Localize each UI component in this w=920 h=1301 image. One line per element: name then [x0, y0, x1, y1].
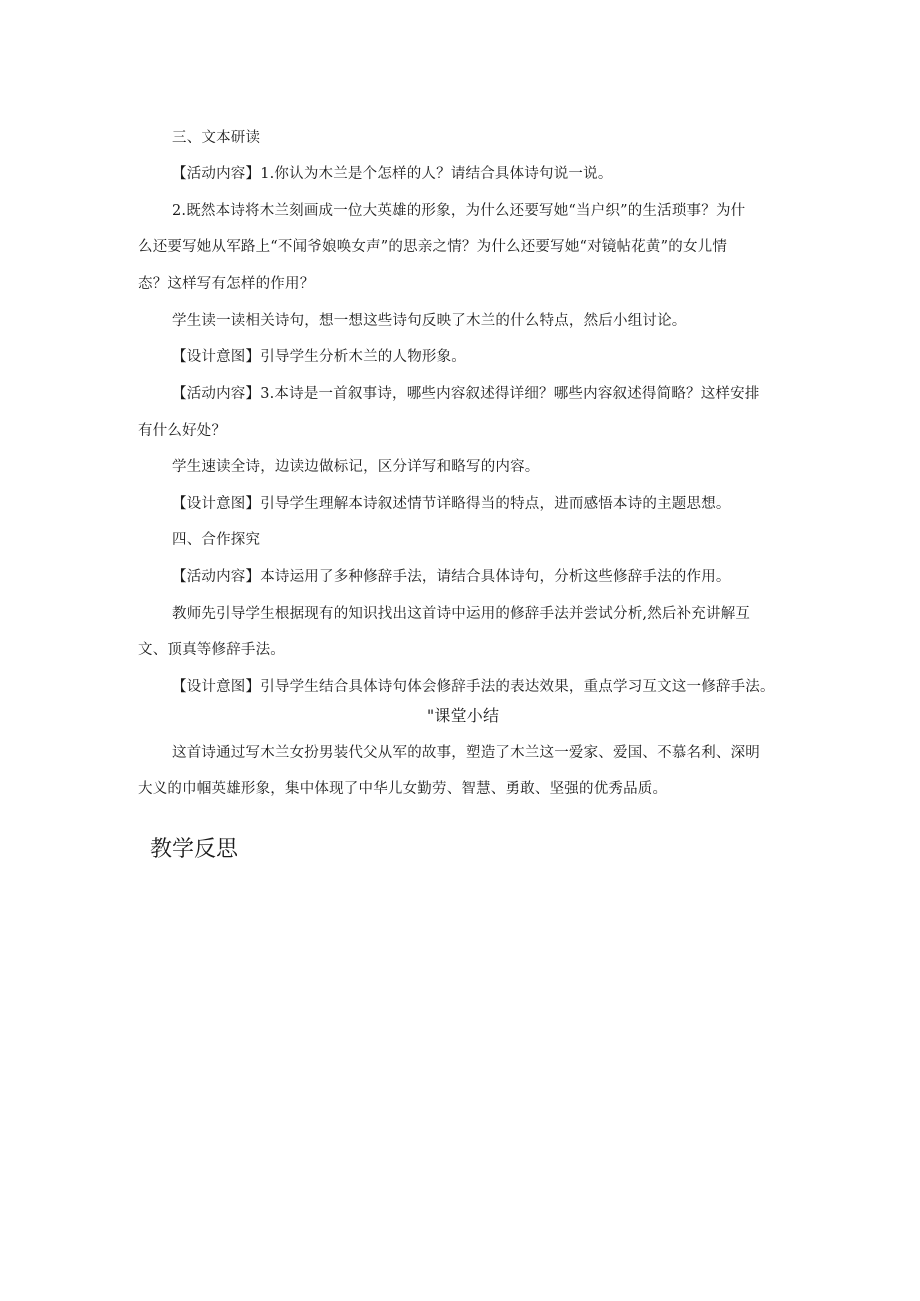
- activity-content-3-line-1: 【活动内容】3.本诗是一首叙事诗，哪些内容叙述得详细？哪些内容叙述得简略？这样安排: [172, 386, 760, 402]
- activity-question-2-line-2: 么还要写她从军路上“不闻爷娘唤女声”的思亲之情？为什么还要写她“对镜帖花黄”的女儿情: [138, 239, 728, 255]
- section-heading-cooperative-inquiry: 四、合作探究: [172, 532, 261, 548]
- summary-line-1: 这首诗通过写木兰女扮男装代父从军的故事，塑造了木兰这一爱家、爱国、不慕名利、深明: [172, 745, 760, 761]
- teacher-activity-line-2: 文、顶真等修辞手法。: [138, 642, 285, 658]
- design-intent-1: 【设计意图】引导学生分析木兰的人物形象。: [172, 349, 466, 365]
- teaching-reflection-heading: 教学反思: [150, 837, 239, 862]
- activity-content-1: 【活动内容】1.你认为木兰是个怎样的人？请结合具体诗句说一说。: [172, 166, 613, 182]
- student-activity-1: 学生读一读相关诗句，想一想这些诗句反映了木兰的什么特点，然后小组讨论。: [172, 313, 687, 329]
- student-activity-2: 学生速读全诗，边读边做标记，区分详写和略写的内容。: [172, 459, 540, 475]
- activity-content-4: 【活动内容】本诗运用了多种修辞手法，请结合具体诗句，分析这些修辞手法的作用。: [172, 569, 731, 585]
- activity-content-3-line-2: 有什么好处？: [138, 423, 227, 439]
- activity-question-2-line-1: 2.既然本诗将木兰刻画成一位大英雄的形象，为什么还要写她“当户织”的生活琐事？为什: [172, 203, 746, 219]
- section-heading-summary: "课堂小结: [426, 706, 500, 725]
- design-intent-2: 【设计意图】引导学生理解本诗叙述情节详略得当的特点，进而感悟本诗的主题思想。: [172, 496, 731, 512]
- section-heading-text-study: 三、文本研读: [172, 130, 261, 146]
- design-intent-3: 【设计意图】引导学生结合具体诗句体会修辞手法的表达效果，重点学习互文这一修辞手法。: [172, 679, 775, 695]
- activity-question-2-line-3: 态？这样写有怎样的作用？: [138, 276, 315, 292]
- summary-line-2: 大义的巾帼英雄形象，集中体现了中华儿女勤劳、智慧、勇敢、坚强的优秀品质。: [138, 781, 668, 797]
- teacher-activity-line-1: 教师先引导学生根据现有的知识找出这首诗中运用的修辞手法并尝试分析,然后补充讲解互: [172, 606, 751, 622]
